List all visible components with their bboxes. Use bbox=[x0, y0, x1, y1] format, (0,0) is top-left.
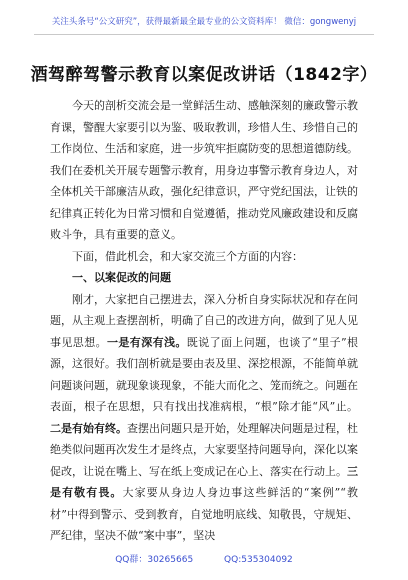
document-body bbox=[50, 95, 358, 547]
page-title: 酒驾醉驾警示教育以案促改讲话（1842字） bbox=[30, 65, 378, 85]
paragraph-text: 大家要从身边人身边事这些鲜活的“案例”“教材”中得到警示、受到教育，自觉地明底线、知敬畏，守规矩、严纪律，坚决不做“案中事”，坚决 bbox=[50, 486, 358, 542]
section-heading-1: 一、以案促改的问题 bbox=[72, 271, 171, 284]
bold-point-1: 一是有深有浅。 bbox=[107, 335, 187, 349]
bold-point-2: 二是有始有终。 bbox=[50, 421, 127, 435]
paragraph-section-1 bbox=[50, 289, 358, 547]
paragraph-transition: 下面，借此机会，和大家交流三个方面的内容： bbox=[72, 249, 303, 263]
footer bbox=[0, 552, 408, 565]
header-banner: 关注头条号“公文研究”，获得最新最全最专业的公文资料库！ 微信：gongwenyj bbox=[34, 12, 374, 35]
paragraph-text: 既说了面上问题，也谈了“里子”根源，这很好。我们剖析就是要由表及里、深挖根源，不能简单就问题谈问题，就现象谈现象，不能大而化之、笼而统之。问题在表面，根子在思想，只有找出找准病根，“根”除才能“风”止。 bbox=[50, 335, 359, 413]
bold-point-3: 三是有敬有畏。 bbox=[50, 464, 358, 499]
paragraph-text: 刚才，大家把自己摆进去，深入分析自身实际状况和存在问题，从主观上查摆剖析，明确了自己的改进方向，做到了见人见事见思想。 bbox=[50, 292, 358, 349]
footer-qq-group: QQ群：30265665 bbox=[115, 555, 194, 565]
paragraph-text: 查摆出问题只是开始，处理解决问题是过程，杜绝类似问题再次发生才是终点，大家要坚持问题导向，深化以案促改，让说在嘴上、写在纸上变成记在心上、落实在行动上。 bbox=[50, 421, 358, 478]
footer-qq: QQ:535304092 bbox=[224, 555, 293, 565]
paragraph-intro: 今天的剖析交流会是一堂鲜活生动、感触深刻的廉政警示教育课，警醒大家要引以为鉴、吸取教训，珍惜人生、珍惜自己的工作岗位、生活和家庭，进一步筑牢拒腐防变的思想道德防线。我们在委机关开展专题警示教育，用身边事警示教育身边人，对全体机关干部廉洁从政，强化纪律意识，严守党纪国法，让铁的纪律真正转化为日常习惯和自觉遵循，推动党风廉政建设和反腐败斗争，具有重要的意义。 bbox=[50, 99, 358, 241]
